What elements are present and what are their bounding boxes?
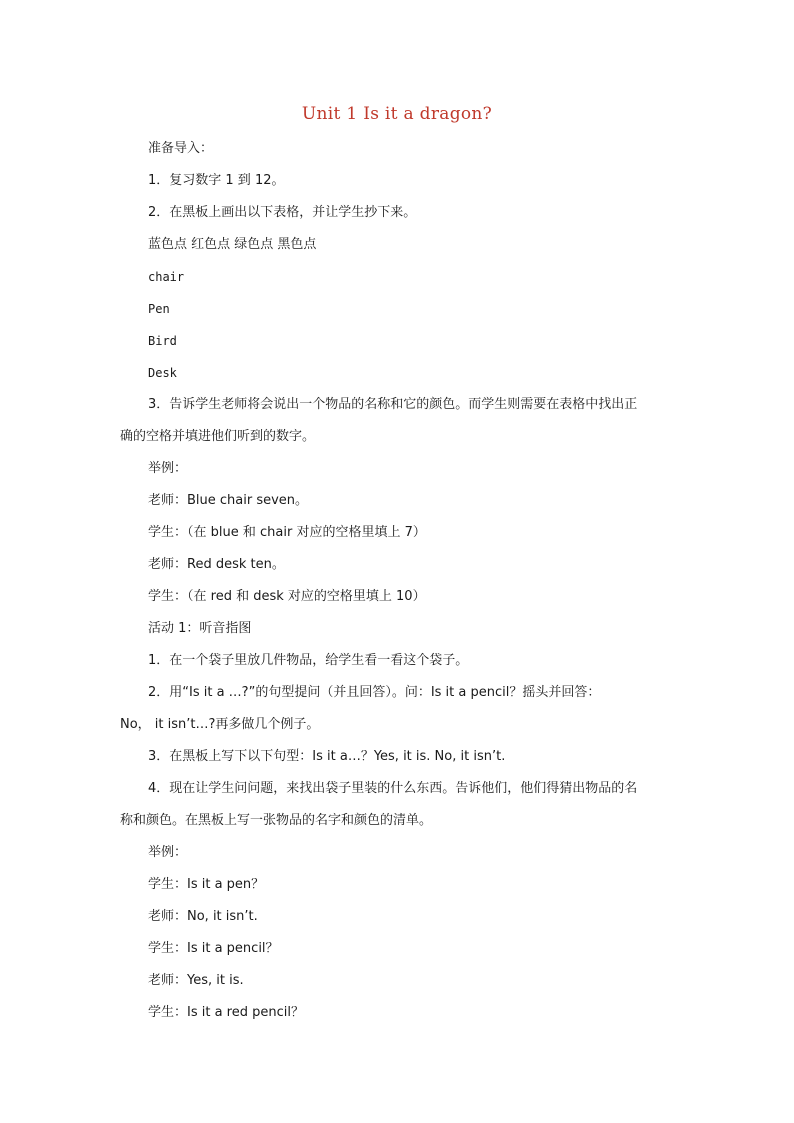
text-line: 老师：No, it isn’t. (148, 909, 258, 924)
text-line: 确的空格并填进他们听到的数字。 (120, 429, 316, 444)
text-line: 举例： (148, 845, 188, 860)
text-line: 学生：Is it a pencil？ (148, 941, 279, 956)
text-line: 学生：Is it a pen？ (148, 877, 265, 892)
text-line: Bird (148, 334, 177, 348)
text-line: No， it isn’t…?再多做几个例子。 (120, 717, 320, 732)
text-line: 学生：Is it a red pencil？ (148, 1005, 304, 1020)
text-line: 称和颜色。在黑板上写一张物品的名字和颜色的清单。 (120, 813, 433, 828)
text-line: 2．在黑板上画出以下表格，并让学生抄下来。 (148, 205, 417, 220)
text-line: 1．在一个袋子里放几件物品，给学生看一看这个袋子。 (148, 653, 469, 668)
text-line: Desk (148, 366, 177, 380)
text-line: 活动 1：听音指图 (148, 621, 252, 636)
text-line: 4．现在让学生问问题，来找出袋子里装的什么东西。告诉他们，他们得猜出物品的名 (148, 781, 638, 796)
text-line: 3．在黑板上写下以下句型：Is it a…？Yes, it is. No, it isn’t. (148, 749, 506, 764)
text-line: 学生：（在 blue 和 chair 对应的空格里填上 7） (148, 525, 426, 540)
text-line: 2．用“Is it a …?”的句型提问（并且回答）。问：Is it a pencil？摇头并回答： (148, 685, 601, 700)
text-line: 举例： (148, 461, 188, 476)
text-line: 老师：Blue chair seven。 (148, 493, 309, 508)
text-line: 蓝色点 红色点 绿色点 黑色点 (148, 237, 317, 252)
document-title: Unit 1 Is it a dragon? (301, 104, 493, 124)
text-line: 1．复习数字 1 到 12。 (148, 173, 285, 188)
text-line: 老师：Red desk ten。 (148, 557, 285, 572)
text-line: 学生：（在 red 和 desk 对应的空格里填上 10） (148, 589, 426, 604)
text-line: chair (148, 270, 185, 284)
text-line: 准备导入： (148, 141, 214, 156)
text-line: 老师：Yes, it is. (148, 973, 244, 988)
text-line: 3．告诉学生老师将会说出一个物品的名称和它的颜色。而学生则需要在表格中找出正 (148, 397, 638, 412)
text-line: Pen (148, 302, 170, 316)
document-body (0, 138, 794, 1034)
